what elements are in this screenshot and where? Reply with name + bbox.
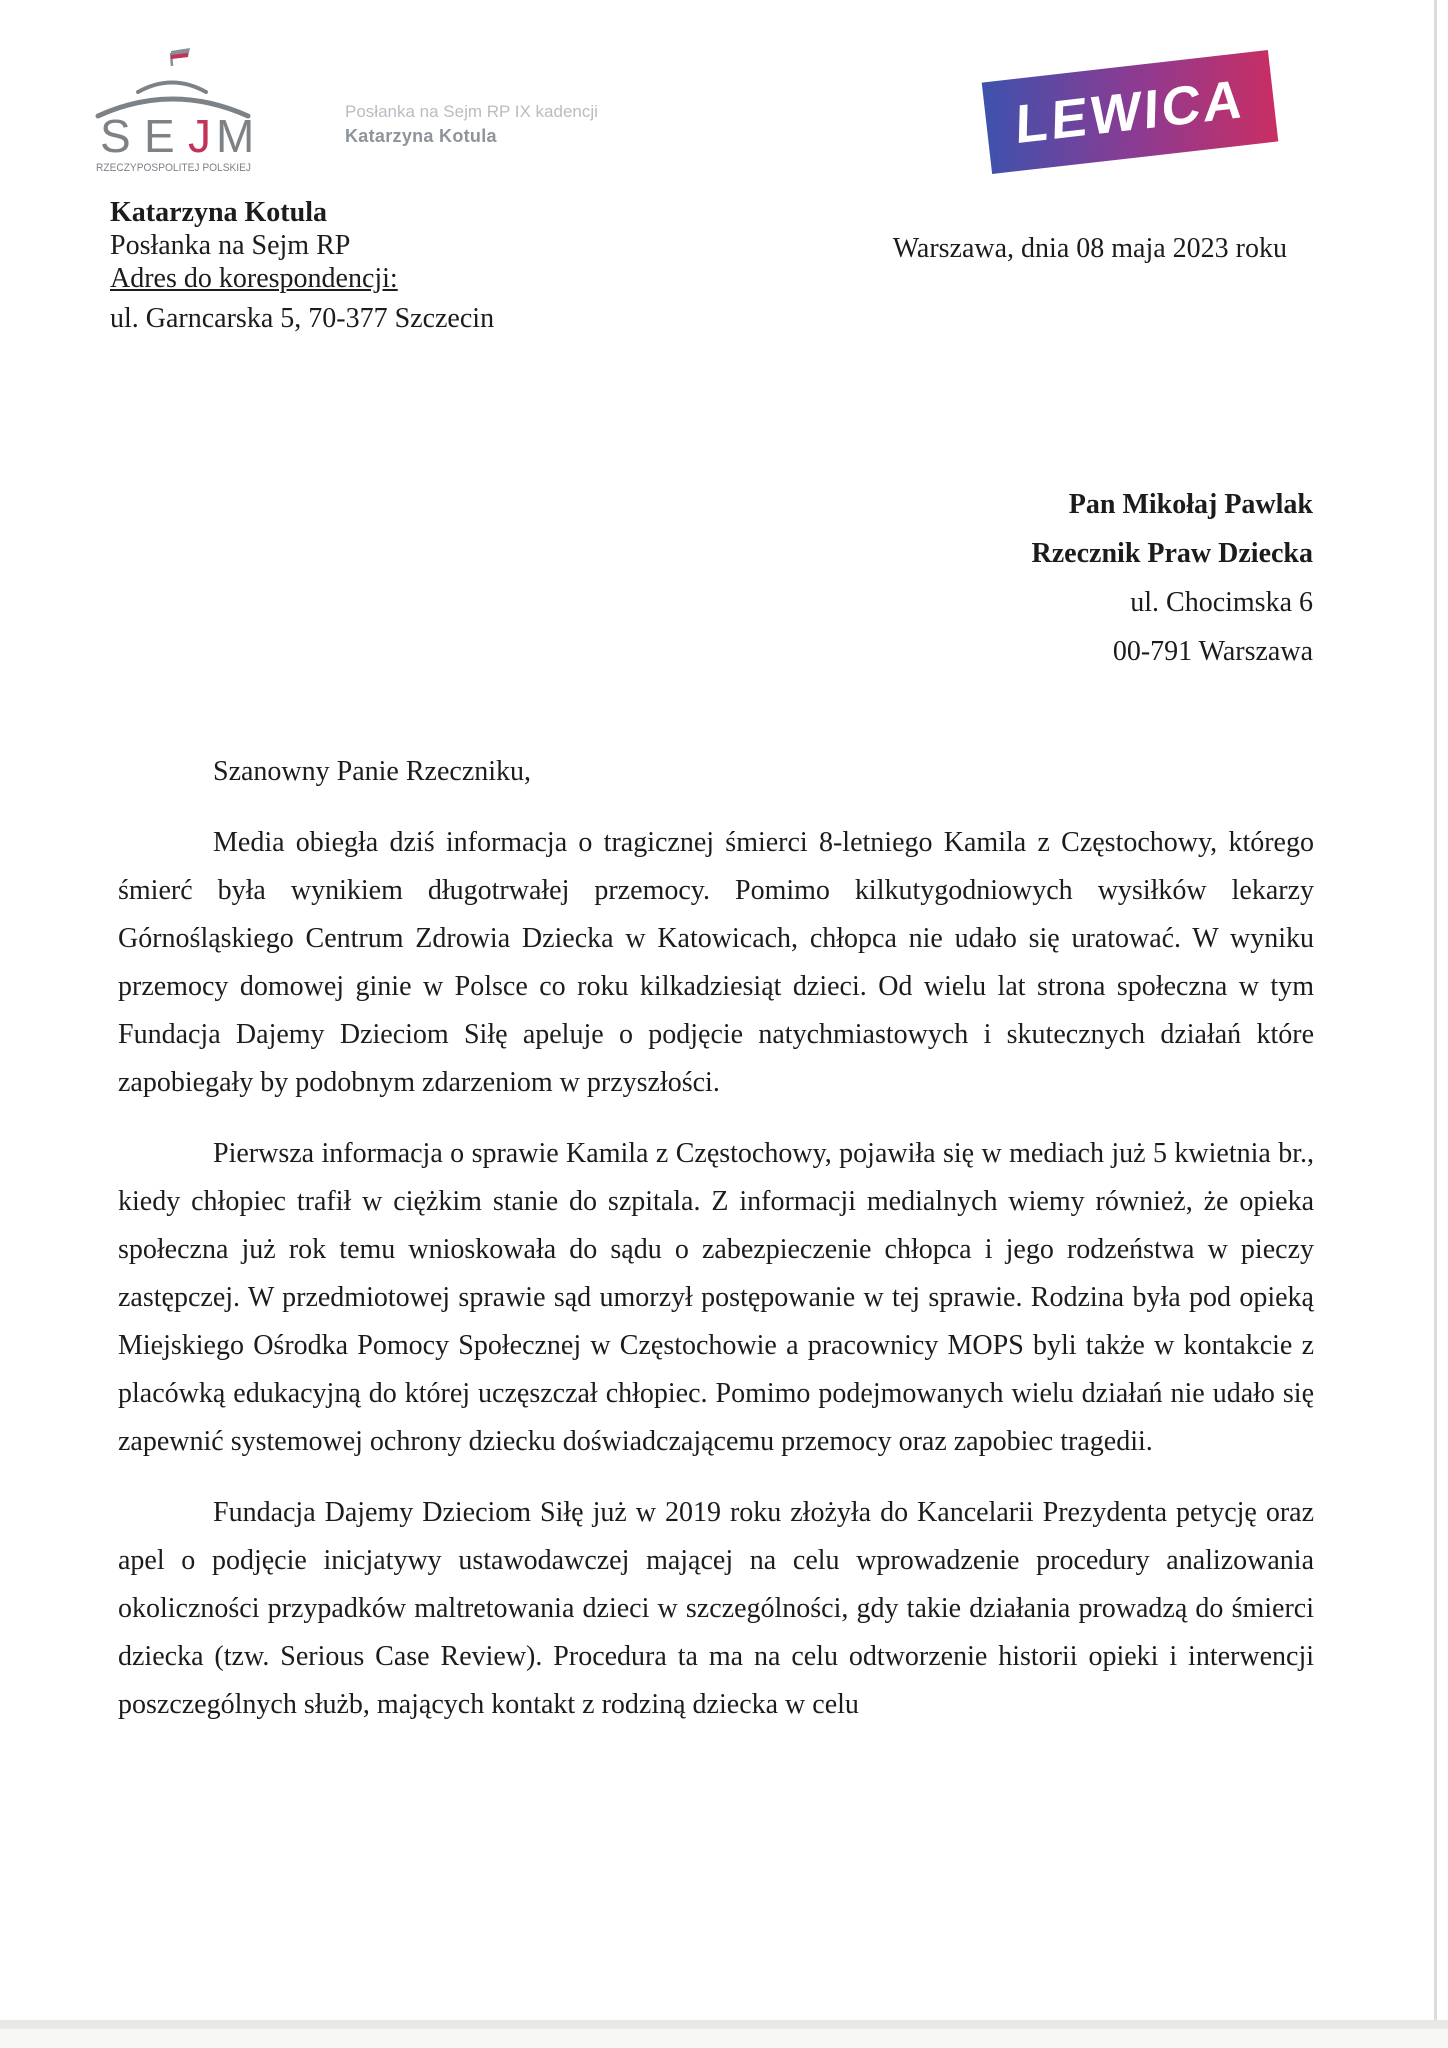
salutation: Szanowny Panie Rzeczniku, xyxy=(213,756,532,787)
sejm-letter-m: M xyxy=(216,110,255,162)
sejm-letter-j: J xyxy=(188,110,211,162)
sejm-letter-s: S xyxy=(100,110,131,162)
sender-name: Katarzyna Kotula xyxy=(110,197,327,228)
sender-title: Posłanka na Sejm RP xyxy=(110,230,351,261)
sejm-logo-icon xyxy=(86,44,261,178)
paragraph-2: Pierwsza informacja o sprawie Kamila z Częstochowy, pojawiła się w mediach już 5 kwietnia br., kiedy chłopiec trafił w ciężkim stanie do szpitala. Z informacji medialnych wiemy również, że opieka społeczna już rok temu wnioskowała do sądu o zabezpieczenie chłopca i jego rodzeństwa w pieczy zastępczej. W przedmiotowej sprawie sąd umorzył postępowanie w tej sprawie. Rodzina była pod opieką Miejskiego Ośrodka Pomocy Społecznej w Częstochowie a pracownicy MOPS byli także w kontakcie z placówką edukacyjną do której uczęszczał chłopiec. Pomimo podejmowanych wielu działań nie udało się zapewnić systemowej ochrony dziecku doświadczającemu przemocy oraz zapobiec tragedii. xyxy=(118,1138,1314,1457)
sender-address-label: Adres do korespondencji: xyxy=(110,263,398,294)
recipient-address-line2: 00-791 Warszawa xyxy=(1112,636,1313,667)
recipient-address-line1: ul. Chocimska 6 xyxy=(1130,587,1313,618)
scan-edge-right xyxy=(1434,0,1437,2048)
lewica-logo xyxy=(982,50,1279,174)
letter-body xyxy=(118,748,1314,1752)
sender-address: ul. Garncarska 5, 70-377 Szczecin xyxy=(110,303,495,334)
scan-foot xyxy=(0,2029,1448,2048)
paragraph-3: Fundacja Dajemy Dzieciom Siłę już w 2019 roku złożyła do Kancelarii Prezydenta petycję oraz apel o podjęcie inicjatywy ustawodawczej mającej na celu wprowadzenie procedury analizowania okoliczności przypadków maltretowania dzieci w szczególności, gdy takie działania prowadzą do śmierci dziecka (tzw. Serious Case Review). Procedura ta ma na celu odtworzenie historii opieki i interwencji poszczególnych służb, mających kontakt z rodziną dziecka w celu xyxy=(118,1497,1314,1720)
lewica-logo-text: LEWICA xyxy=(1014,68,1246,156)
header-caption xyxy=(345,100,598,148)
sejm-dome-small-arc xyxy=(138,83,206,93)
paragraph-1: Media obiegła dziś informacja o tragicznej śmierci 8-letniego Kamila z Częstochowy, którego śmierć była wynikiem długotrwałej przemocy. Pomimo kilkutygodniowych wysiłków lekarzy Górnośląskiego Centrum Zdrowia Dziecka w Katowicach, chłopca nie udało się uratować. W wyniku przemocy domowej ginie w Polsce co roku kilkadziesiąt dzieci. Od wielu lat strona społeczna w tym Fundacja Dajemy Dzieciom Siłę apeluje o podjęcie natychmiastowych i skutecznych działań które zapobiegały by podobnym zdarzeniom w przyszłości. xyxy=(118,827,1314,1098)
sejm-letter-e: E xyxy=(144,110,175,162)
recipient-name: Pan Mikołaj Pawlak xyxy=(1068,489,1313,520)
recipient-title: Rzecznik Praw Dziecka xyxy=(1031,538,1313,569)
scan-band-bottom xyxy=(0,2020,1448,2029)
caption-term-line: Posłanka na Sejm RP IX kadencji xyxy=(345,102,598,121)
sender-block xyxy=(110,196,494,335)
date-line: Warszawa, dnia 08 maja 2023 roku xyxy=(892,233,1287,264)
sejm-subtitle: RZECZYPOSPOLITEJ POLSKIEJ xyxy=(96,162,251,174)
caption-name-line: Katarzyna Kotula xyxy=(345,126,497,146)
recipient-block xyxy=(1032,480,1313,676)
